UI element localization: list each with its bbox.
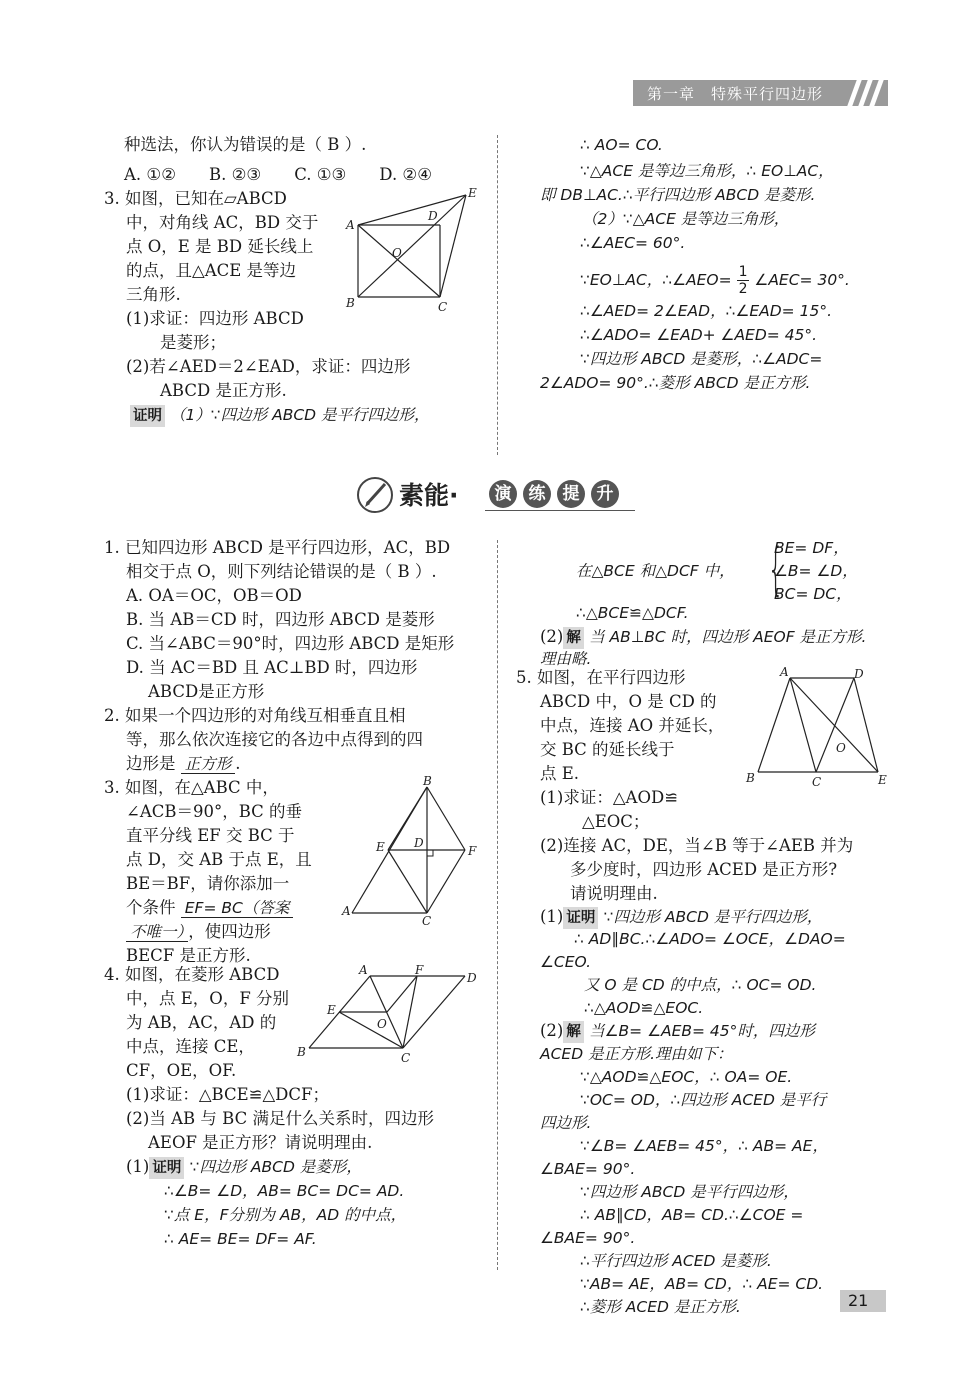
fig-label: C <box>401 1051 411 1065</box>
proof-tag: 证明 <box>130 405 165 427</box>
fig-label: A <box>780 665 789 679</box>
q5-line: (1)求证：△AOD≌ <box>540 788 679 807</box>
q5-proof-line: ∵四边形 ABCD 是平行四边形， <box>580 1183 799 1201</box>
q5-proof-line <box>540 906 822 929</box>
q2-line: 等，那么依次连接它的各边中点得到的四 <box>126 730 423 749</box>
q2-answer: 正方形 <box>181 755 236 774</box>
brace-intro: 在△BCE 和△DCF 中， <box>576 562 735 580</box>
text-line: (1)求证：四边形 ABCD <box>126 309 304 328</box>
proof-tag: 解 <box>563 1021 584 1043</box>
q4-proof-line: ∴∠B= ∠D，AB= BC= DC= AD. <box>164 1182 405 1200</box>
text-line: 的点，且△ACE 是等边 <box>126 261 297 280</box>
q5-proof-line: ∠CEO. <box>540 953 592 971</box>
proof-prefix: (1) <box>540 907 564 926</box>
proof-tag: 证明 <box>563 907 598 929</box>
fig-label: C <box>812 775 822 789</box>
q4-line: 4. 如图，在菱形 ABCD <box>104 965 280 984</box>
solution-text: ∵EO⊥AC，∴∠AEO= <box>580 271 732 289</box>
fig-label: E <box>468 186 477 200</box>
banner-title-text: 素能 <box>399 481 450 510</box>
q4-proof-text: ∵四边形 ABCD 是菱形， <box>189 1158 362 1176</box>
solution-tag: 解 <box>563 627 584 649</box>
solution-line: 2∠ADO= 90°.∴菱形 ABCD 是正方形. <box>540 374 811 392</box>
q5-proof-line: ∴平行四边形 ACED 是菱形. <box>580 1252 772 1270</box>
fig-label: O <box>377 1017 387 1031</box>
q3-line: 直平分线 EF 交 BC 于 <box>126 826 295 845</box>
q4-line: 为 AB，AC，AD 的 <box>126 1013 277 1032</box>
banner-char: 升 <box>591 480 619 508</box>
brace-line: ∠B= ∠D， <box>774 562 858 580</box>
fig-label: C <box>438 300 448 314</box>
q5-proof-line <box>540 1020 815 1043</box>
banner-dot: · <box>449 481 459 510</box>
q1-line: 1. 已知四边形 ABCD 是平行四边形，AC，BD <box>104 538 451 557</box>
figure-parallelogram-abcd <box>340 185 480 315</box>
fig-label: D <box>467 971 477 985</box>
fig-label: E <box>376 840 385 854</box>
brace-line: BE= DF， <box>774 539 849 557</box>
proof-text: ∵四边形 ABCD 是平行四边形， <box>603 908 823 926</box>
q3-line: BECF 是正方形. <box>126 946 251 965</box>
q4-line: (2)当 AB 与 BC 满足什么关系时，四边形 <box>126 1109 434 1128</box>
solution-line: ∵四边形 ABCD 是菱形，∴∠ADC= <box>580 350 823 368</box>
q3-text: ，使四边形 <box>188 922 271 941</box>
figure-triangle-abc <box>340 775 480 925</box>
banner-char: 练 <box>523 480 551 508</box>
fig-label: E <box>878 773 887 787</box>
fraction <box>737 264 750 297</box>
q1-line: B. 当 AB＝CD 时，四边形 ABCD 是菱形 <box>126 610 435 629</box>
solution-line: ∴∠ADO= ∠EAD+ ∠AED= 45°. <box>580 326 818 344</box>
q5-line: 5. 如图，在平行四边形 <box>516 668 686 687</box>
q5-proof-line: ∵∠B= ∠AEB= 45°，∴ AB= AE， <box>580 1137 828 1155</box>
q5-proof-line: ∵OC= OD，∴四边形 ACED 是平行 <box>580 1091 827 1109</box>
q3-line: ∠ACB＝90°，BC 的垂 <box>126 802 303 821</box>
q5-proof-line: ∴ AD∥BC.∴∠ADO= ∠OCE，∠DAO= <box>574 930 846 948</box>
column-divider <box>497 135 498 455</box>
page-number: 21 <box>848 1291 869 1310</box>
q3-answer: 不唯一） <box>126 923 188 942</box>
q2-period: . <box>235 754 241 773</box>
proof-text: （1）∵四边形 ABCD 是平行四边形， <box>169 406 430 424</box>
solution-line <box>580 264 850 297</box>
fig-label: B <box>346 296 355 310</box>
q5-proof-line: ∵△AOD≌△EOC，∴ OA= OE. <box>580 1068 793 1086</box>
q4-line: AEOF 是正方形？请说明理由. <box>148 1133 373 1152</box>
text-line: A. ①② B. ②③ C. ①③ D. ②④ <box>124 165 433 184</box>
solution-line: ∵△ACE 是等边三角形，∴ EO⊥AC， <box>580 162 834 180</box>
q5-proof-line: 四边形. <box>540 1114 592 1132</box>
solution-line: ∴∠AEC= 60°. <box>580 234 686 252</box>
q5-line: (2)连接 AC，DE，当∠B 等于∠AEB 并为 <box>540 836 854 855</box>
fig-label: F <box>415 963 424 977</box>
figure-parallelogram-q5 <box>742 664 892 790</box>
q3-line: 3. 如图，在△ABC 中， <box>104 778 279 797</box>
q4-proof-prefix: (1) <box>126 1157 150 1176</box>
q5-line: 多少度时，四边形 ACED 是正方形? <box>570 860 838 879</box>
fig-label: O <box>836 741 846 755</box>
q3-line: 点 D，交 AB 于点 E，且 <box>126 850 312 869</box>
q5-proof-line: ∴△AOD≌△EOC. <box>584 999 704 1017</box>
q2-line: 2. 如果一个四边形的对角线互相垂直且相 <box>104 706 406 725</box>
proof-tag: 证明 <box>149 1157 184 1179</box>
q1-line: A. OA＝OC，OB＝OD <box>126 586 302 605</box>
brace-line: BC= DC， <box>774 585 852 603</box>
q4-proof-line <box>126 1156 362 1179</box>
q1-line: C. 当∠ABC＝90°时，四边形 ABCD 是矩形 <box>126 634 455 653</box>
q5-proof-line: ACED 是正方形.理由如下： <box>540 1045 733 1063</box>
fig-label: C <box>422 914 432 925</box>
column-divider <box>497 540 498 1270</box>
solution-text: ∠AEC= 30°. <box>754 271 850 289</box>
banner-title <box>399 476 459 512</box>
q5-line: △EOC； <box>582 812 650 831</box>
fig-label: A <box>346 218 355 232</box>
fig-label: D <box>854 667 864 681</box>
proof-text: 当∠B= ∠AEB= 45°时，四边形 <box>589 1022 815 1040</box>
q5-line: 中点，连接 AO 并延长， <box>540 716 725 735</box>
solution-line: ∴△BCE≌△DCF. <box>576 604 689 622</box>
fig-label: E <box>327 1003 336 1017</box>
text-line: 三角形. <box>126 285 181 304</box>
q1-line: 相交于点 O，则下列结论错误的是（ B ）. <box>126 562 437 581</box>
q5-proof-line: ∠BAE= 90°. <box>540 1229 636 1247</box>
fig-label: B <box>297 1045 306 1059</box>
fig-label: A <box>359 963 368 977</box>
fig-label: F <box>468 844 477 858</box>
q5-line: ABCD 中，O 是 CD 的 <box>540 692 717 711</box>
q5-proof-line: ∴菱形 ACED 是正方形. <box>580 1298 741 1316</box>
page-number-box <box>840 1290 886 1312</box>
q3-line <box>126 897 293 919</box>
solution-prefix: (2) <box>540 627 564 646</box>
fig-label: A <box>342 904 351 918</box>
q4-line: 中，点 E，O，F 分别 <box>126 989 290 1008</box>
q2-line <box>126 753 241 775</box>
fig-label: B <box>423 775 432 788</box>
q3-text: 个条件 <box>126 898 176 917</box>
solution-text: 当 AB⊥BC 时，四边形 AEOF 是正方形. <box>589 628 867 646</box>
q4-proof-line: ∵点 E，F分别为 AB，AD 的中点， <box>164 1206 407 1224</box>
text-line: 中，对角线 AC，BD 交于 <box>126 213 319 232</box>
chapter-title: 第一章 特殊平行四边形 <box>647 85 824 103</box>
q5-proof-line: ∵AB= AE，AB= CD，∴ AE= CD. <box>580 1275 824 1293</box>
q4-line: CF，OE，OF. <box>126 1061 237 1080</box>
text-line: 是菱形； <box>160 333 226 352</box>
text-line: 点 O，E 是 BD 延长线上 <box>126 237 314 256</box>
q5-line: 点 E. <box>540 764 580 783</box>
brace-symbol: { <box>767 537 784 602</box>
fig-label: O <box>392 246 402 260</box>
solution-line: 即 DB⊥AC.∴平行四边形 ABCD 是菱形. <box>540 186 816 204</box>
section-banner <box>355 474 640 514</box>
text-line: 种选法，你认为错误的是（ B ）. <box>124 135 367 154</box>
banner-char: 演 <box>489 480 517 508</box>
q5-proof-line: ∠BAE= 90°. <box>540 1160 636 1178</box>
q1-line: D. 当 AC＝BD 且 AC⊥BD 时，四边形 <box>126 658 418 677</box>
text-line: (2)若∠AED＝2∠EAD，求证：四边形 <box>126 357 411 376</box>
fig-label: D <box>414 836 424 850</box>
fig-label: B <box>746 771 755 785</box>
banner-underline <box>485 510 635 511</box>
text-line: ABCD 是正方形. <box>160 381 287 400</box>
banner-char: 提 <box>557 480 585 508</box>
solution-line: 理由略. <box>540 650 592 668</box>
solution-line: ∴ AO= CO. <box>580 136 663 154</box>
q1-line: ABCD是正方形 <box>148 682 265 701</box>
fraction-denominator: 2 <box>738 281 748 297</box>
text-line: 3. 如图，已知在▱ABCD <box>104 189 287 208</box>
q3-line <box>126 921 271 943</box>
fig-label: D <box>428 209 438 223</box>
figure-rhombus-abcd <box>295 962 485 1070</box>
q5-proof-line: 又 O 是 CD 的中点，∴ OC= OD. <box>584 976 817 994</box>
q4-proof-line: ∴ AE= BE= DF= AF. <box>164 1230 317 1248</box>
q5-line: 请说明理由. <box>570 884 658 903</box>
q3-line: BE＝BF，请你添加一 <box>126 874 290 893</box>
q3-answer: EF= BC（答案 <box>181 899 294 918</box>
fraction-numerator: 1 <box>738 264 748 280</box>
solution-line <box>540 626 866 649</box>
q5-line: 交 BC 的延长线于 <box>540 740 675 759</box>
solution-line: （2）∵△ACE 是等边三角形， <box>582 210 790 228</box>
proof-prefix: (2) <box>540 1021 564 1040</box>
q2-text: 边形是 <box>126 754 176 773</box>
q5-proof-line: ∴ AB∥CD，AB= CD.∴∠COE = <box>580 1206 804 1224</box>
solution-line: ∴∠AED= 2∠EAD，∴∠EAD= 15°. <box>580 302 832 320</box>
pencil-icon <box>355 474 397 514</box>
q4-line: (1)求证：△BCE≌△DCF； <box>126 1085 329 1104</box>
q4-line: 中点，连接 CE， <box>126 1037 255 1056</box>
proof-line <box>130 404 430 427</box>
